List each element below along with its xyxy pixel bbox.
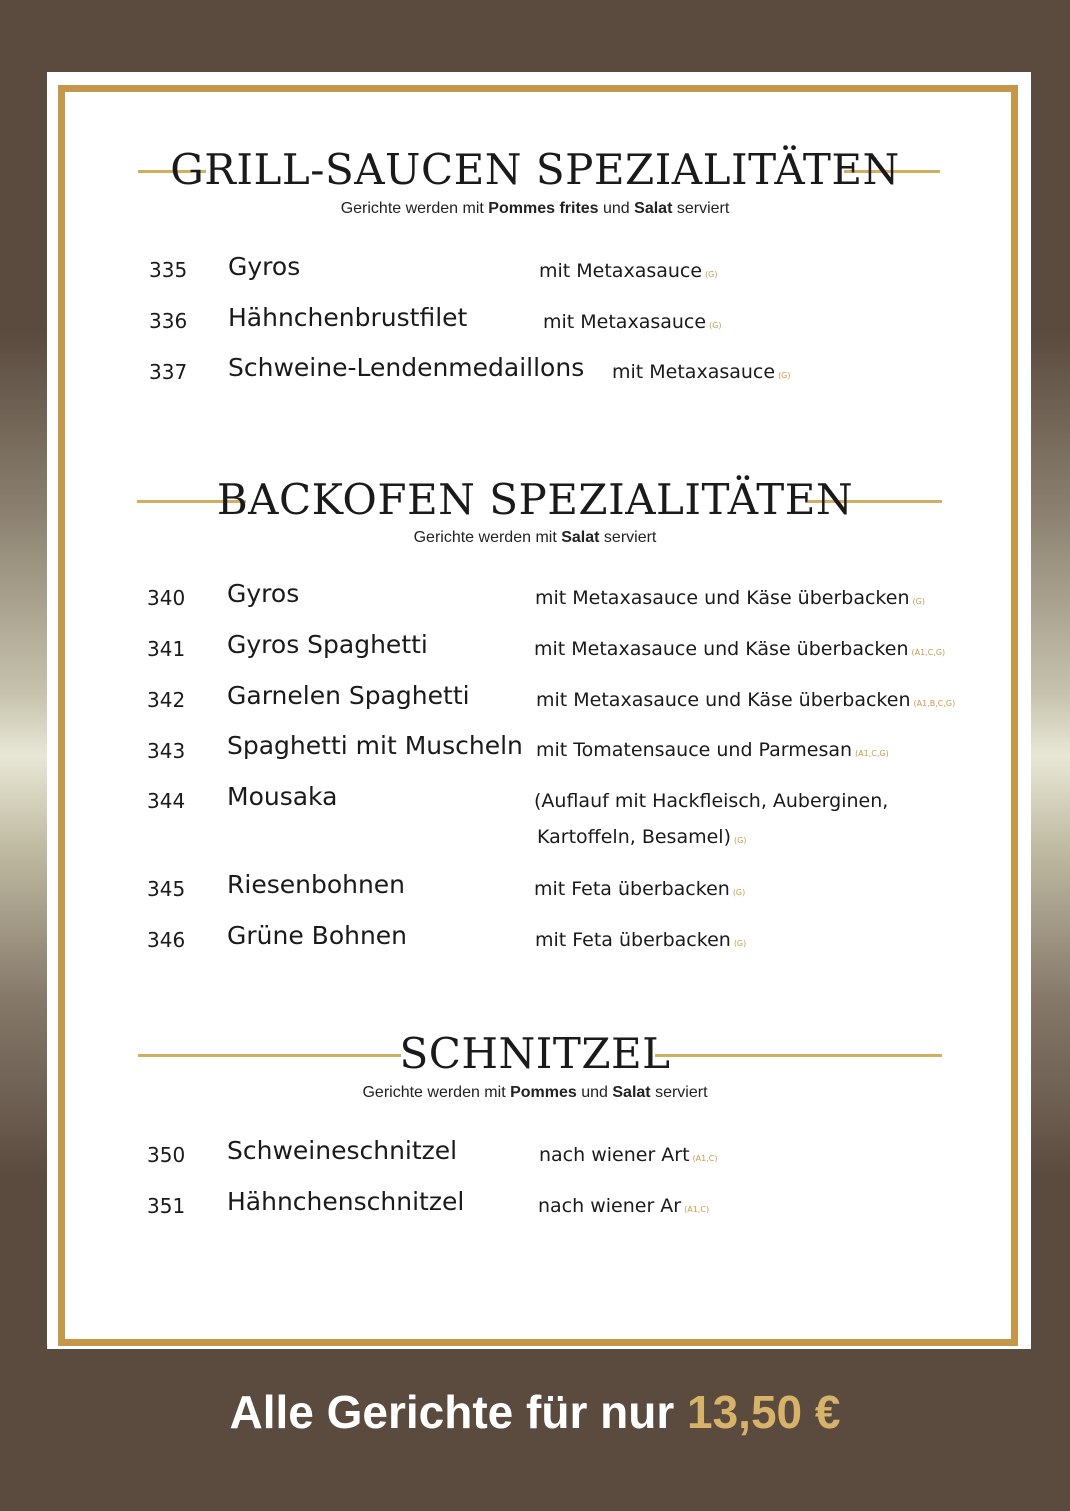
- subtitle-bold: Pommes frites: [488, 200, 599, 217]
- section-title: SCHNITZEL: [399, 1029, 671, 1078]
- item-number: 341: [147, 637, 186, 661]
- item-number: 351: [147, 1194, 186, 1218]
- item-description: mit Feta überbacken (G): [535, 929, 747, 951]
- item-number: 346: [147, 928, 186, 952]
- item-number: 340: [147, 586, 186, 610]
- allergen-codes: (G): [733, 939, 747, 948]
- item-name: Gyros: [228, 252, 301, 281]
- allergen-codes: (A1,C,G): [911, 648, 946, 657]
- item-description: mit Metaxasauce (G): [543, 311, 722, 333]
- item-name: Garnelen Spaghetti: [227, 681, 470, 710]
- item-number: 342: [147, 688, 186, 712]
- subtitle-bold: Salat: [634, 200, 673, 217]
- allergen-codes: (G): [778, 371, 791, 380]
- section-schnitzel-heading-row: [0, 1026, 1070, 1086]
- allergen-codes: (A1,C): [684, 1205, 710, 1214]
- section-subtitle: [0, 1084, 1070, 1102]
- item-description: (Auflauf mit Hackfleisch, Auberginen,: [534, 790, 889, 812]
- price-banner-text: Alle Gerichte für nur: [229, 1386, 688, 1438]
- section-backofen-heading-row: [0, 472, 1070, 532]
- item-name: Grüne Bohnen: [227, 921, 408, 950]
- item-description: mit Tomatensauce und Parmesan (A1,C,G): [536, 739, 889, 761]
- subtitle-text: Gerichte werden mit: [413, 529, 562, 546]
- subtitle-text: und: [576, 1084, 613, 1101]
- subtitle-text: serviert: [599, 529, 657, 546]
- item-description: nach wiener Ar (A1,C): [538, 1195, 710, 1217]
- item-number: 343: [147, 739, 186, 763]
- subtitle-text: Gerichte werden mit: [340, 200, 489, 217]
- item-name: Gyros: [227, 579, 300, 608]
- subtitle-text: serviert: [672, 200, 730, 217]
- item-name: Hähnchenbrustfilet: [228, 303, 468, 332]
- item-description: mit Metaxasauce und Käse überbacken (G): [535, 587, 925, 609]
- allergen-codes: (A1,C,G): [855, 749, 889, 758]
- item-description: mit Metaxasauce und Käse überbacken (A1,C,G): [534, 638, 946, 660]
- section-title: GRILL-SAUCEN SPEZIALITÄTEN: [170, 145, 900, 194]
- subtitle-bold: Pommes: [510, 1084, 577, 1101]
- allergen-codes: (A1,B,C,G): [913, 699, 956, 708]
- allergen-codes: (A1,C): [692, 1154, 718, 1163]
- subtitle-text: serviert: [650, 1084, 708, 1101]
- price-value: 13,50 €: [687, 1386, 841, 1438]
- item-description: mit Metaxasauce (G): [539, 260, 718, 282]
- item-name: Schweineschnitzel: [227, 1136, 458, 1165]
- item-number: 344: [147, 789, 186, 813]
- allergen-codes: (G): [734, 836, 747, 845]
- item-name: Mousaka: [227, 782, 338, 811]
- price-banner: [0, 1385, 1070, 1439]
- item-number: 336: [149, 309, 188, 333]
- subtitle-text: Gerichte werden mit: [362, 1084, 511, 1101]
- item-name: Schweine-Lendenmedaillons: [228, 353, 585, 382]
- item-number: 335: [149, 258, 188, 282]
- allergen-codes: (G): [705, 270, 718, 279]
- item-description: mit Metaxasauce (G): [612, 361, 791, 383]
- item-name: Spaghetti mit Muscheln: [227, 731, 523, 760]
- gold-border-frame: [58, 85, 1018, 1346]
- item-name: Hähnchenschnitzel: [227, 1187, 465, 1216]
- section-subtitle: [0, 200, 1070, 218]
- subtitle-text: und: [598, 200, 635, 217]
- item-description: mit Metaxasauce und Käse überbacken (A1,B,C,G): [536, 689, 956, 711]
- allergen-codes: (G): [732, 888, 746, 897]
- item-name: Riesenbohnen: [227, 870, 406, 899]
- item-number: 350: [147, 1143, 186, 1167]
- section-title: BACKOFEN SPEZIALITÄTEN: [216, 475, 854, 524]
- item-name: Gyros Spaghetti: [227, 630, 428, 659]
- item-description: nach wiener Art (A1,C): [539, 1144, 718, 1166]
- allergen-codes: (G): [912, 597, 925, 606]
- item-number: 345: [147, 877, 186, 901]
- item-description: mit Feta überbacken (G): [534, 878, 746, 900]
- item-number: 337: [149, 360, 188, 384]
- section-subtitle: [0, 529, 1070, 547]
- subtitle-bold: Salat: [561, 529, 600, 546]
- section-grill-heading-row: [0, 142, 1070, 202]
- allergen-codes: (G): [709, 321, 722, 330]
- item-description-line2: Kartoffeln, Besamel) (G): [537, 826, 747, 848]
- subtitle-bold: Salat: [612, 1084, 651, 1101]
